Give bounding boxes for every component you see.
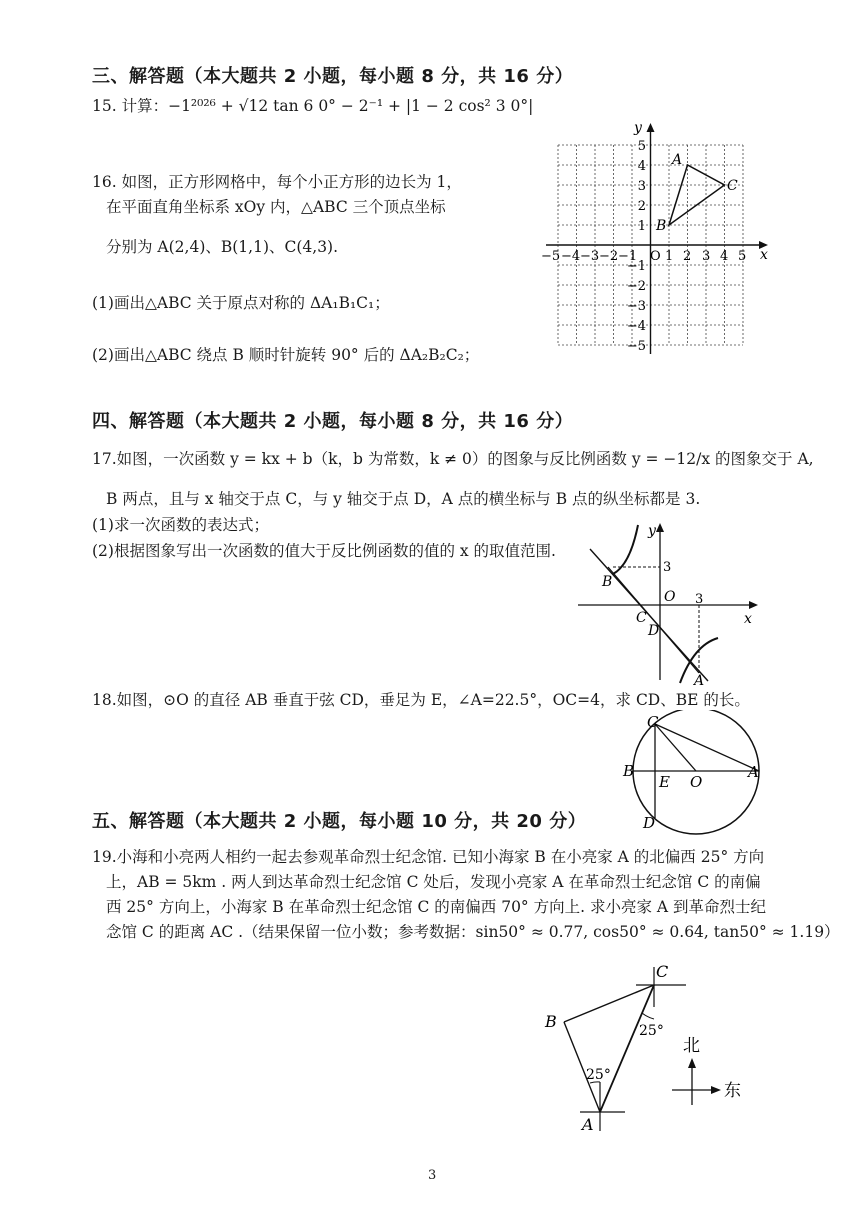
origin-label: O — [650, 249, 661, 264]
x-tick-label: 2 — [683, 249, 692, 264]
x-tick-label: −4 — [561, 249, 581, 264]
question-16-part-2: (2)画出△ABC 绕点 B 顺时针旋转 90° 后的 ΔA₂B₂C₂； — [92, 346, 480, 364]
x-tick-label: −2 — [599, 249, 619, 264]
y-tick-labels — [627, 139, 646, 354]
y-axis-label: y — [634, 120, 642, 136]
x-axis-label: x — [760, 247, 768, 263]
coordinate-grid-figure — [538, 118, 778, 358]
north-label: 北 — [683, 1036, 700, 1056]
question-16-line-1: 16. 如图，正方形网格中，每个小正方形的边长为 1， — [92, 173, 462, 191]
section-4-title: 四、解答题（本大题共 2 小题，每小题 8 分，共 16 分） — [92, 411, 574, 432]
x-tick-label: 4 — [720, 249, 729, 264]
vertex-b-label: B — [656, 218, 667, 234]
point-e-label: E — [659, 773, 670, 791]
y-tick-label: −3 — [626, 299, 646, 314]
y-tick-label: −4 — [626, 319, 646, 334]
point-c-label: C — [656, 962, 669, 981]
direction-figure — [540, 955, 780, 1140]
line-oa — [608, 567, 699, 673]
question-17-line-2: B 两点，且与 x 轴交于点 C，与 y 轴交于点 D，A 点的横坐标与 B 点的纵坐标都是 3. — [106, 490, 701, 508]
y-tick-label: 5 — [637, 139, 646, 154]
segment-ca — [655, 724, 759, 771]
question-19-line-1: 19.小海和小亮两人相约一起去参观革命烈士纪念馆. 已知小海家 B 在小亮家 A 的北偏西 25° 方向 — [92, 848, 765, 866]
point-b-label: B — [623, 762, 635, 780]
x-tick-label: 1 — [665, 249, 674, 264]
y-tick-label: −2 — [626, 279, 646, 294]
question-19-line-3: 西 25° 方向上，小海家 B 在革命烈士纪念馆 C 的南偏西 70° 方向上. 求小亮家 A 到革命烈士纪 — [106, 898, 767, 916]
point-a-label: A — [694, 673, 705, 689]
x-tick-label: −5 — [541, 249, 561, 264]
question-15: 15. 计算：−1²⁰²⁶ + √12 tan 6 0° − 2⁻¹ + |1 − 2 cos² 3 0°| — [92, 97, 534, 115]
function-graph-figure — [568, 515, 768, 690]
y-tick-label: 2 — [637, 199, 646, 214]
question-17-line-1: 17.如图，一次函数 y = kx + b（k，b 为常数，k ≠ 0）的图象与反比例函数 y = −12/x 的图象交于 A, — [92, 450, 814, 468]
circle-figure — [620, 710, 770, 840]
y-tick-label: 1 — [637, 219, 646, 234]
vertex-a-label: A — [672, 152, 683, 168]
question-17-part-2: (2)根据图象写出一次函数的值大于反比例函数的值的 x 的取值范围. — [92, 542, 556, 560]
x-axis-arrow — [749, 601, 758, 609]
question-19-line-2: 上，AB = 5km . 两人到达革命烈士纪念馆 C 处后，发现小亮家 A 在革命烈士纪念馆 C 的南偏 — [106, 873, 761, 891]
angle-a-label: 25° — [586, 1067, 611, 1083]
east-label: 东 — [724, 1081, 741, 1101]
x-tick-label: −1 — [618, 249, 638, 264]
x-tick-label: −3 — [580, 249, 600, 264]
y-axis-arrow — [647, 123, 655, 132]
x-three-label: 3 — [695, 592, 704, 607]
angle-c-label: 25° — [639, 1023, 664, 1039]
point-b-label: B — [545, 1012, 557, 1031]
question-16-part-1: (1)画出△ABC 关于原点对称的 ΔA₁B₁C₁； — [92, 294, 390, 312]
x-axis-label: x — [744, 611, 752, 627]
y-three-label: 3 — [663, 560, 672, 575]
y-tick-label: 4 — [637, 159, 646, 174]
page-number: 3 — [428, 1168, 437, 1183]
x-tick-label: 3 — [702, 249, 711, 264]
compass-east-arrow — [711, 1086, 721, 1094]
point-o-label: O — [690, 773, 703, 791]
point-b-label: B — [602, 574, 613, 590]
question-18: 18.如图，⊙O 的直径 AB 垂直于弦 CD，垂足为 E，∠A=22.5°，OC=4，求 CD、BE 的长。 — [92, 691, 750, 709]
y-tick-label: −1 — [626, 259, 646, 274]
question-17-part-1: (1)求一次函数的表达式； — [92, 516, 269, 534]
point-d-label: D — [648, 623, 660, 639]
origin-label: O — [664, 589, 676, 605]
angle-arc-c — [642, 1013, 654, 1019]
segment-co — [655, 724, 696, 771]
vertex-c-label: C — [727, 178, 738, 194]
point-d-label: D — [643, 814, 656, 832]
y-tick-label: −5 — [626, 339, 646, 354]
point-c-label: C — [636, 610, 647, 626]
y-axis-label: y — [648, 523, 656, 539]
point-a-label: A — [748, 763, 759, 781]
question-16-line-2: 在平面直角坐标系 xOy 内，△ABC 三个顶点坐标 — [106, 198, 446, 216]
point-a-label: A — [582, 1115, 594, 1134]
section-3-title: 三、解答题（本大题共 2 小题，每小题 8 分，共 16 分） — [92, 66, 574, 87]
x-tick-label: 5 — [738, 249, 747, 264]
question-19-line-4: 念馆 C 的距离 AC .（结果保留一位小数；参考数据：sin50° ≈ 0.77, cos50° ≈ 0.64, tan50° ≈ 1.19） — [106, 923, 840, 941]
compass-north-arrow — [688, 1058, 696, 1068]
point-c-label: C — [647, 713, 659, 731]
question-16-line-3: 分别为 A(2,4)、B(1,1)、C(4,3). — [106, 238, 339, 256]
section-5-title: 五、解答题（本大题共 2 小题，每小题 10 分，共 20 分） — [92, 811, 587, 832]
y-axis-arrow — [656, 523, 664, 532]
triangle-abc — [669, 165, 725, 225]
y-tick-label: 3 — [637, 179, 646, 194]
